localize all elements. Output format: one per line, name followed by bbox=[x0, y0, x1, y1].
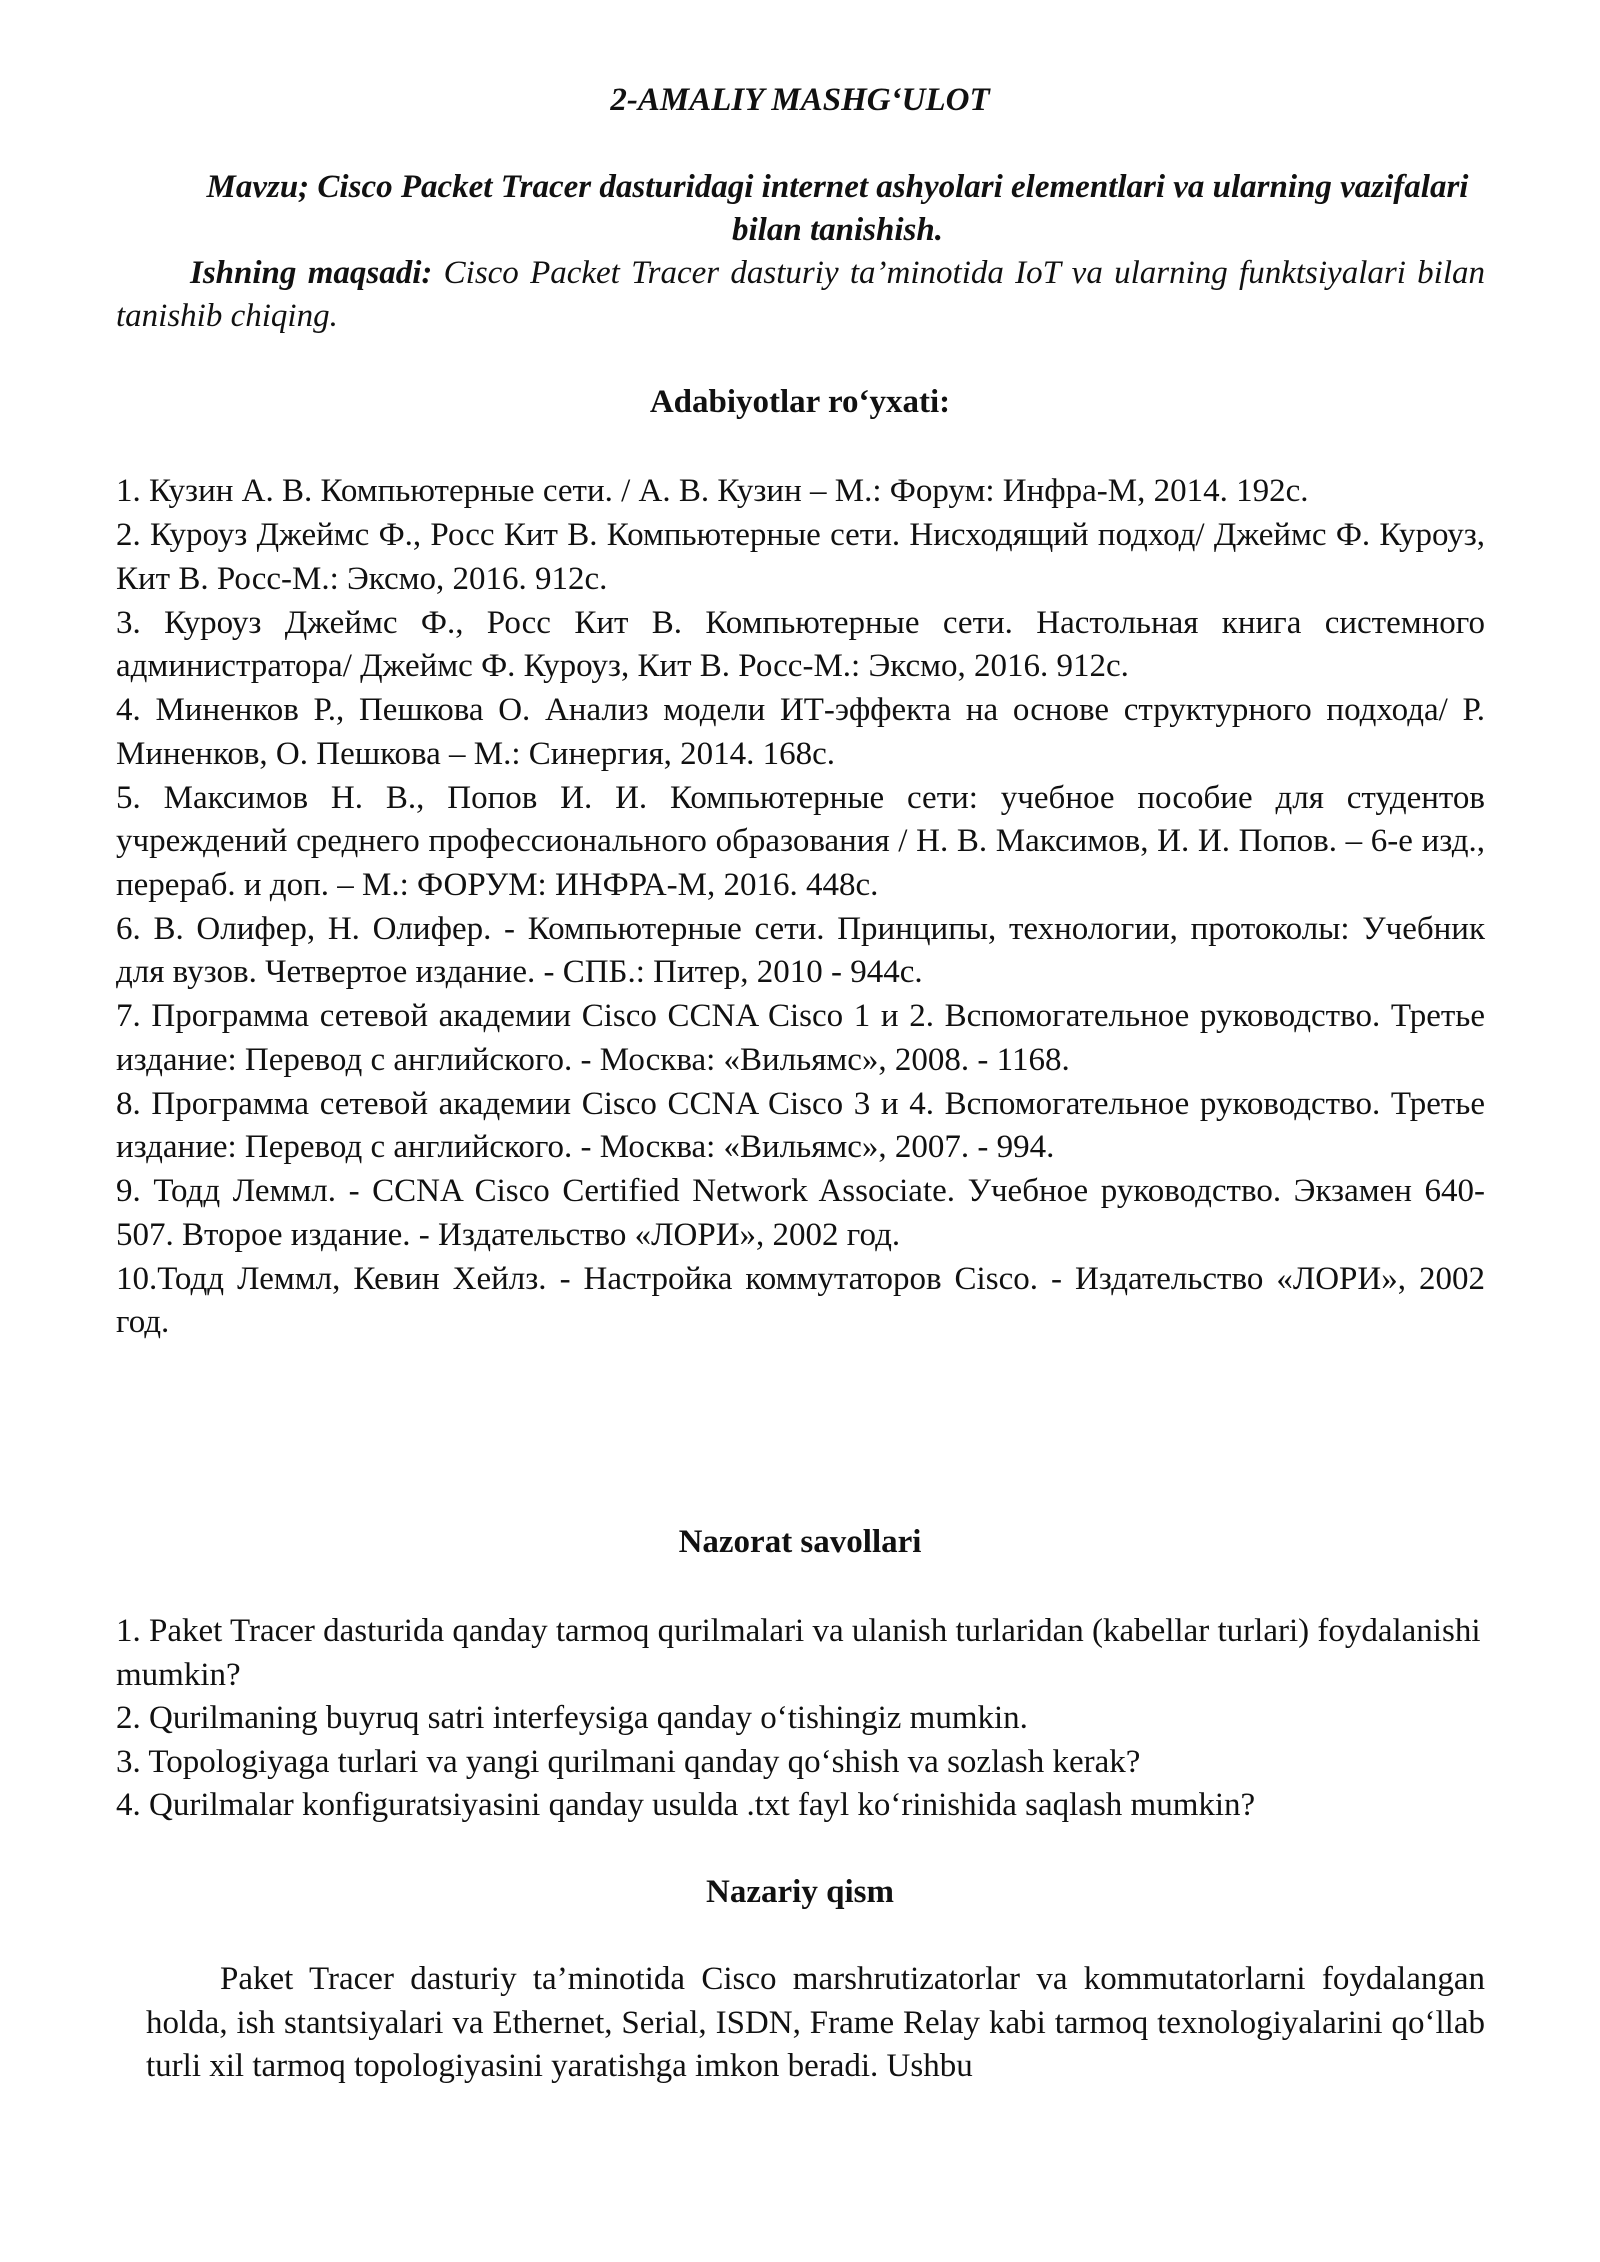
topic-line: Mavzu; Cisco Packet Tracer dasturidagi internet ashyolari elementlari va ularning vazifalari bilan tanishish. bbox=[206, 169, 1469, 248]
theory-paragraph: Paket Tracer dasturiy ta’minotida Cisco marshrutizatorlar va kommutatorlarni foydalangan holda, ish stantsiyalari va Ethernet, Serial, ISDN, Frame Relay kabi tarmoq texnologiyalarini qo‘llab turli xil tarmoq topologiyasini yaratishga imkon beradi. Ushbu bbox=[146, 1961, 1485, 2084]
references-heading: Adabiyotlar ro‘yxati: bbox=[649, 384, 951, 420]
reference-item: 8. Программа сетевой академии Cisco CCNA Cisco 3 и 4. Вспомогательное руководство. Третье издание: Перевод с английского. - Москва: «Вильямс», 2007. - 994. bbox=[116, 1085, 1485, 1165]
reference-item: 1. Кузин А. В. Компьютерные сети. / А. В. Кузин – М.: Форум: Инфра-М, 2014. 192с. bbox=[116, 473, 1309, 509]
question-item: 3. Topologiyaga turlari va yangi qurilmani qanday qo‘shish va sozlash kerak? bbox=[116, 1743, 1141, 1780]
reference-item: 6. В. Олифер, Н. Олифер. - Компьютерные сети. Принципы, технологии, протоколы: Учебник для вузов. Четвертое издание. - СПБ.: Питер, 2010 - 944с. bbox=[116, 910, 1485, 990]
reference-item: 3. Куроуз Джеймс Ф., Росс Кит В. Компьютерные сети. Настольная книга системного администратора/ Джеймс Ф. Куроуз, Кит В. Росс-М.: Эксмо, 2016. 912с. bbox=[116, 604, 1485, 684]
reference-item: 4. Миненков Р., Пешкова О. Анализ модели ИТ-эффекта на основе структурного подхода/ Р. Миненков, О. Пешкова – М.: Синергия, 2014. 168с. bbox=[116, 692, 1485, 772]
control-questions-heading: Nazorat savollari bbox=[678, 1524, 922, 1560]
reference-item: 9. Тодд Леммл. - CCNA Cisco Certified Network Associate. Учебное руководство. Экзамен 640-507. Второе издание. - Издательство «ЛОРИ», 2002 год. bbox=[116, 1173, 1485, 1253]
question-item: 1. Paket Tracer dasturida qanday tarmoq qurilmalari va ulanish turlaridan (kabellar turlari) foydalanishi mumkin? bbox=[116, 1613, 1481, 1693]
reference-item: 10.Тодд Леммл, Кевин Хейлз. - Настройка коммутаторов Cisco. - Издательство «ЛОРИ», 2002 год. bbox=[116, 1260, 1485, 1340]
theory-heading: Nazariy qism bbox=[706, 1874, 894, 1910]
question-item: 2. Qurilmaning buyruq satri interfeysiga qanday o‘tishingiz mumkin. bbox=[116, 1700, 1028, 1736]
goal-label: Ishning maqsadi: bbox=[190, 255, 433, 291]
document-title: 2-AMALIY MASHG‘ULOT bbox=[610, 82, 990, 118]
goal-text: Cisco Packet Tracer dasturiy ta’minotida IoT va ularning funktsiyalari bilan tanishib chiqing. bbox=[116, 255, 1485, 334]
reference-item: 5. Максимов Н. В., Попов И. И. Компьютерные сети: учебное пособие для студентов учреждений среднего профессионального образования / Н. В. Максимов, И. И. Попов. – 6-е изд., перераб. и доп. – М.: ФОРУМ: ИНФРА-М, 2016. 448с. bbox=[116, 779, 1485, 903]
question-item: 4. Qurilmalar konfiguratsiyasini qanday usulda .txt fayl ko‘rinishida saqlash mumkin? bbox=[116, 1787, 1256, 1823]
reference-item: 2. Куроуз Джеймс Ф., Росс Кит В. Компьютерные сети. Нисходящий подход/ Джеймс Ф. Куроуз, Кит В. Росс-М.: Эксмо, 2016. 912с. bbox=[116, 517, 1485, 597]
references-list bbox=[116, 470, 1485, 1345]
control-questions-list bbox=[116, 1610, 1485, 1828]
goal-paragraph bbox=[116, 252, 1485, 338]
reference-item: 7. Программа сетевой академии Cisco CCNA Cisco 1 и 2. Вспомогательное руководство. Третье издание: Перевод с английского. - Москва: «Вильямс», 2008. - 1168. bbox=[116, 998, 1485, 1078]
